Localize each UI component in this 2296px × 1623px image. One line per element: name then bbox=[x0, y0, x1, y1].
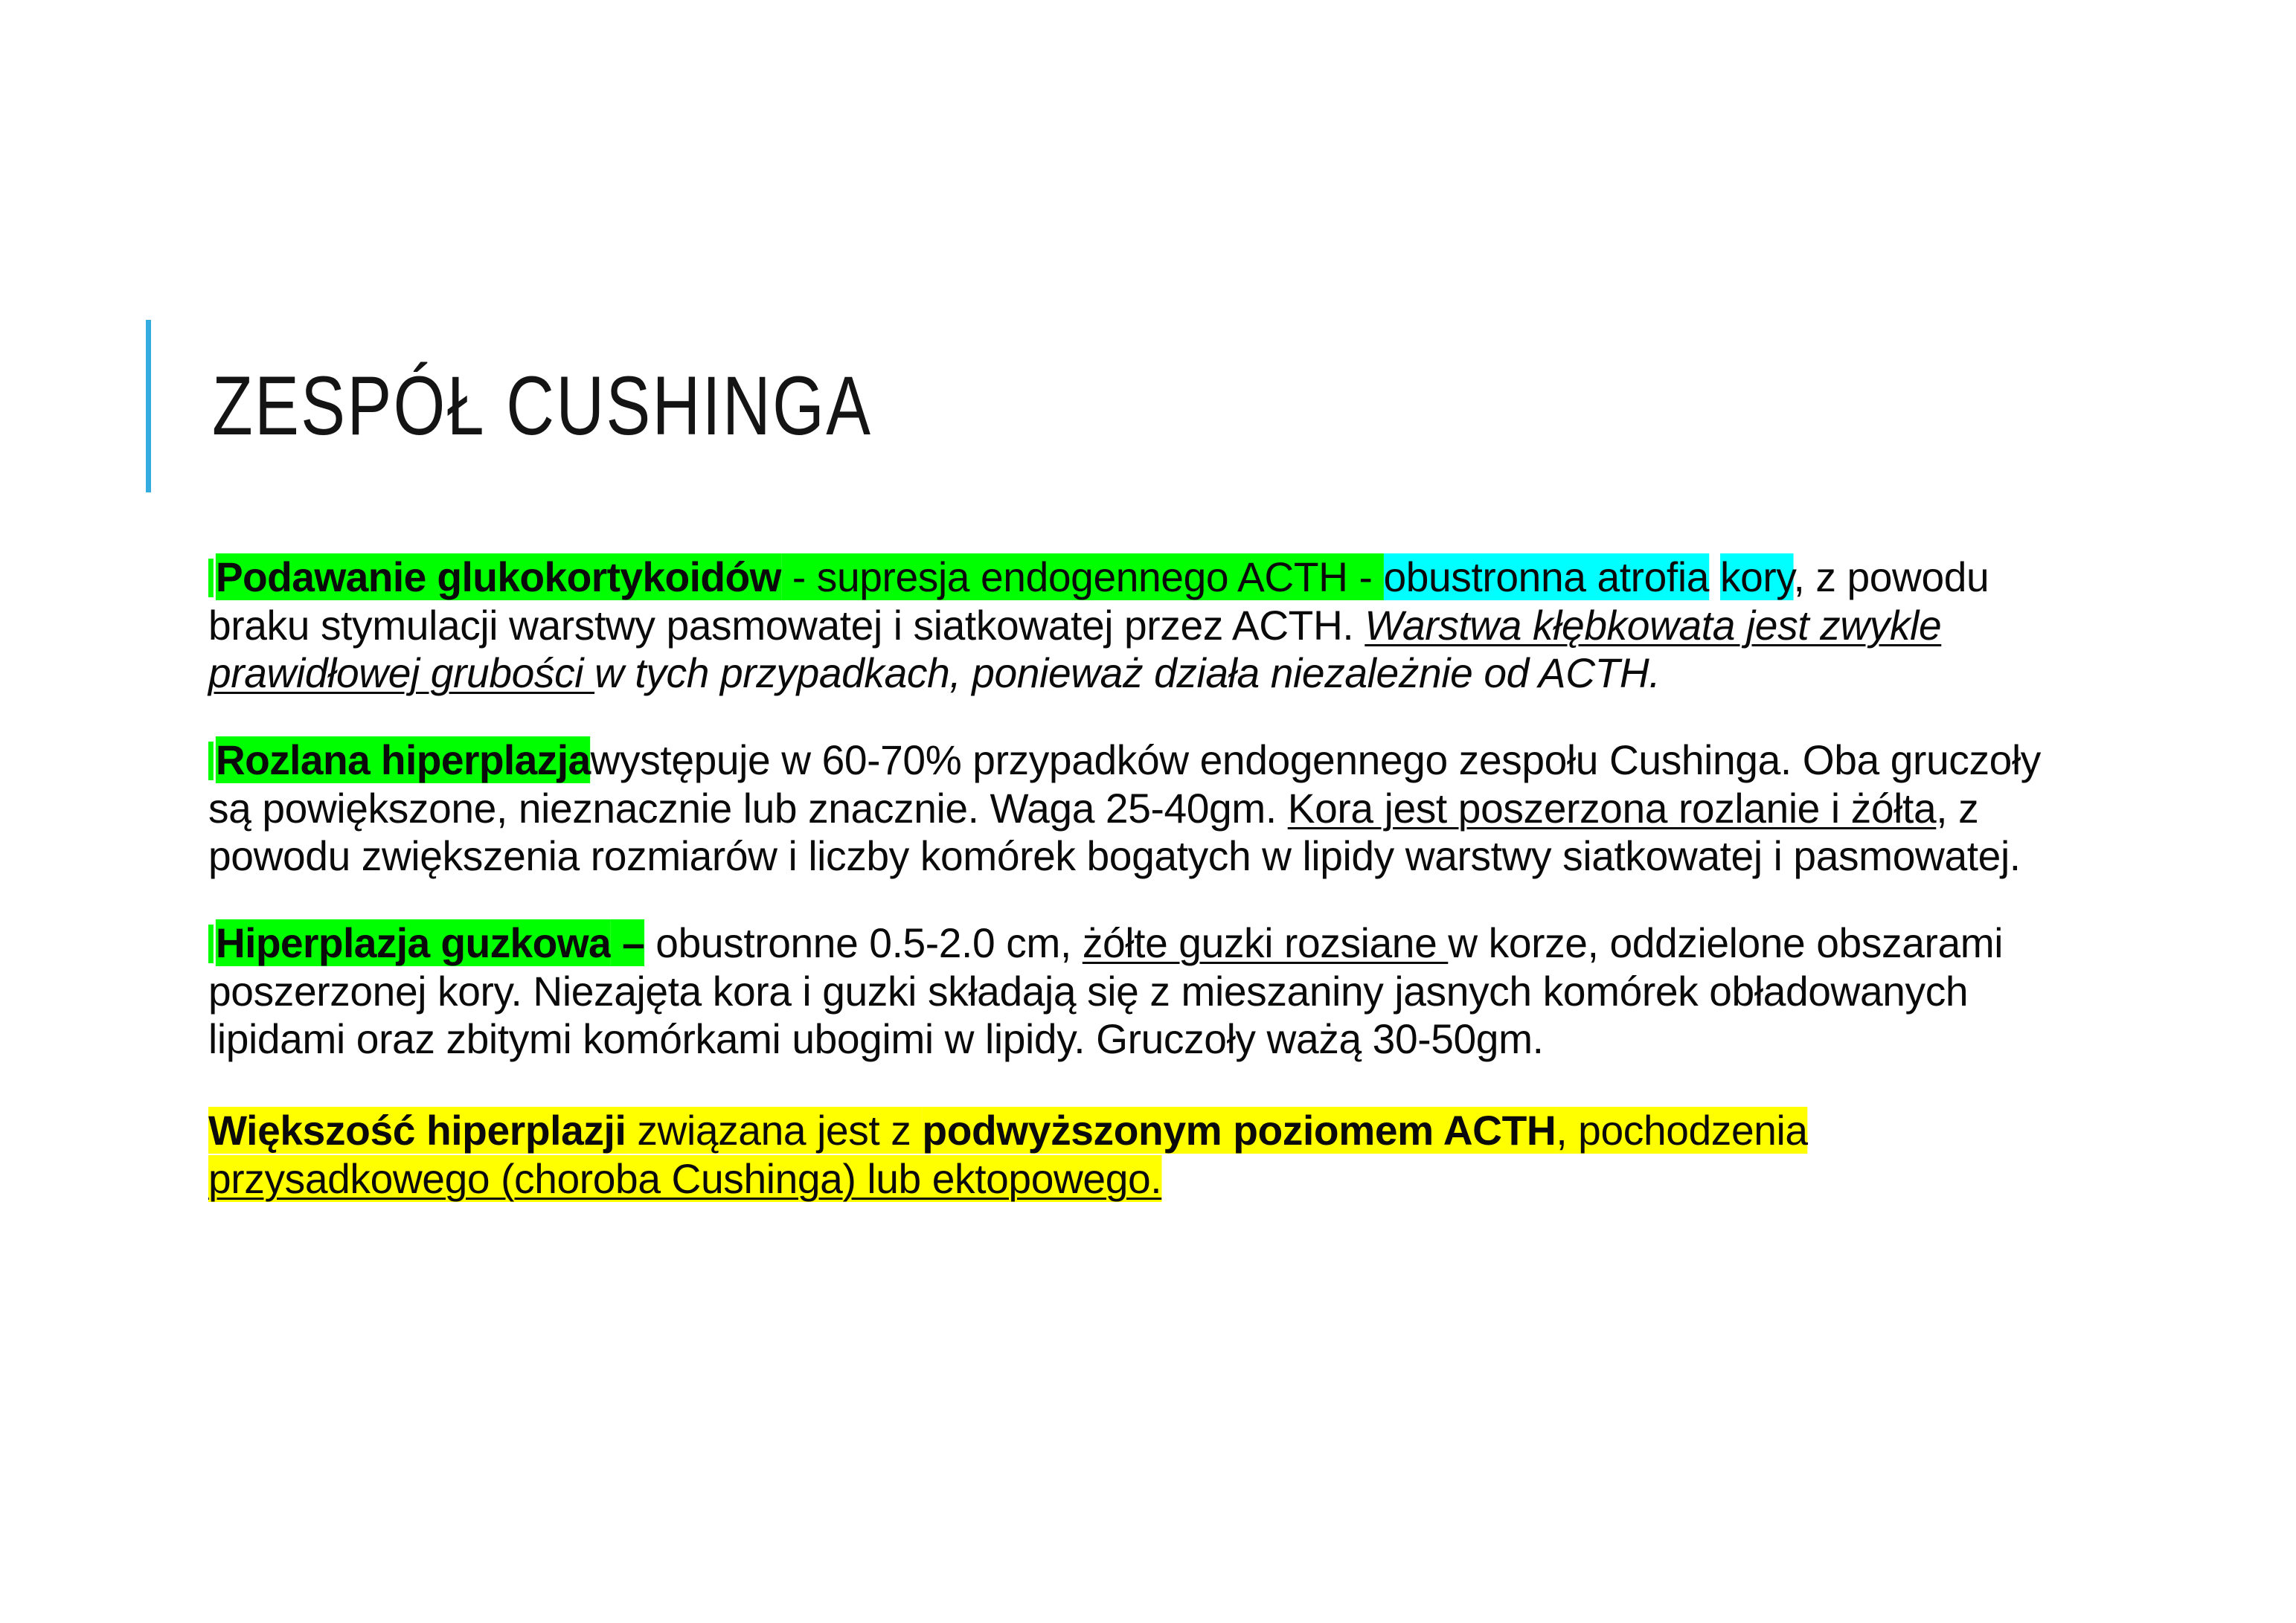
p2-segment-a: występuje w 60-70% przypadków endogennego zespołu Cushinga. Oba gruczoły są powiększone, nieznacznie lub znacznie. Waga 25-40gm. bbox=[208, 736, 2041, 832]
slide-title-block bbox=[146, 320, 1037, 492]
p3-dash: – bbox=[611, 919, 645, 967]
p1-segment-b: , z powodu braku stymulacji warstwy pasmowatej i siatkowatej przez ACTH. bbox=[208, 553, 1989, 649]
paragraph-rozlana-hiperplazja bbox=[208, 736, 2085, 881]
green-lead-bar bbox=[208, 559, 214, 597]
p2-segment-b: , z powodu zwiększenia rozmiarów i liczby komórek bogatych w lipidy warstwy siatkowatej i pasmowatej. bbox=[208, 784, 2021, 880]
green-lead-bar bbox=[208, 742, 214, 780]
page-title: ZESPÓŁ CUSHINGA bbox=[212, 359, 873, 452]
p2-underlined: Kora jest poszerzona rozlanie i żółta bbox=[1287, 784, 1937, 832]
p1-cyan-segment-2: kory bbox=[1719, 553, 1794, 600]
paragraph-hiperplazja-guzkowa bbox=[208, 919, 2085, 1064]
title-accent-bar bbox=[146, 320, 151, 492]
p1-cyan-segment-1: obustronna atrofia bbox=[1383, 553, 1710, 600]
term-rozlana-hiperplazja: Rozlana hiperplazja bbox=[215, 736, 591, 784]
p3-segment-a: obustronne 0.5-2.0 cm, bbox=[644, 919, 1083, 967]
paragraph-glukokortykoidy bbox=[208, 553, 2085, 698]
p4-plain-a: związana jest z bbox=[626, 1107, 923, 1154]
p1-segment-a: - supresja endogennego ACTH - bbox=[780, 553, 1384, 600]
green-lead-bar bbox=[208, 925, 214, 963]
term-hiperplazja-guzkowa: Hiperplazja guzkowa bbox=[215, 919, 612, 967]
p4-bold-a: Większość hiperplazji bbox=[208, 1107, 626, 1154]
slide-body bbox=[208, 553, 2113, 1203]
p4-plain-b: , pochodzenia bbox=[1556, 1107, 1808, 1154]
p3-underlined: żółte guzki rozsiane bbox=[1082, 919, 1449, 967]
paragraph-wiekszosc-hiperplazji bbox=[208, 1107, 2085, 1203]
term-podawanie-glukokortykoidow: Podawanie glukokortykoidów bbox=[215, 553, 781, 600]
p4-bold-b: podwyższonym poziomem ACTH bbox=[922, 1107, 1556, 1154]
p3-segment-b: w korze, oddzielone obszarami poszerzonej kory. Niezajęta kora i guzki składają się z mieszaniny jasnych komórek obładowanych lipidami oraz zbitymi komórkami ubogimi w lipidy. Gruczoły ważą 30-50gm. bbox=[208, 919, 2004, 1063]
p4-underlined: przysadkowego (choroba Cushinga) lub ektopowego. bbox=[208, 1154, 1162, 1202]
p1-italic-underlined: Warstwa kłębkowata jest zwykle prawidłowej grubości bbox=[208, 601, 1942, 697]
p1-italic-rest: w tych przypadkach, ponieważ działa niezależnie od ACTH. bbox=[594, 649, 1661, 697]
